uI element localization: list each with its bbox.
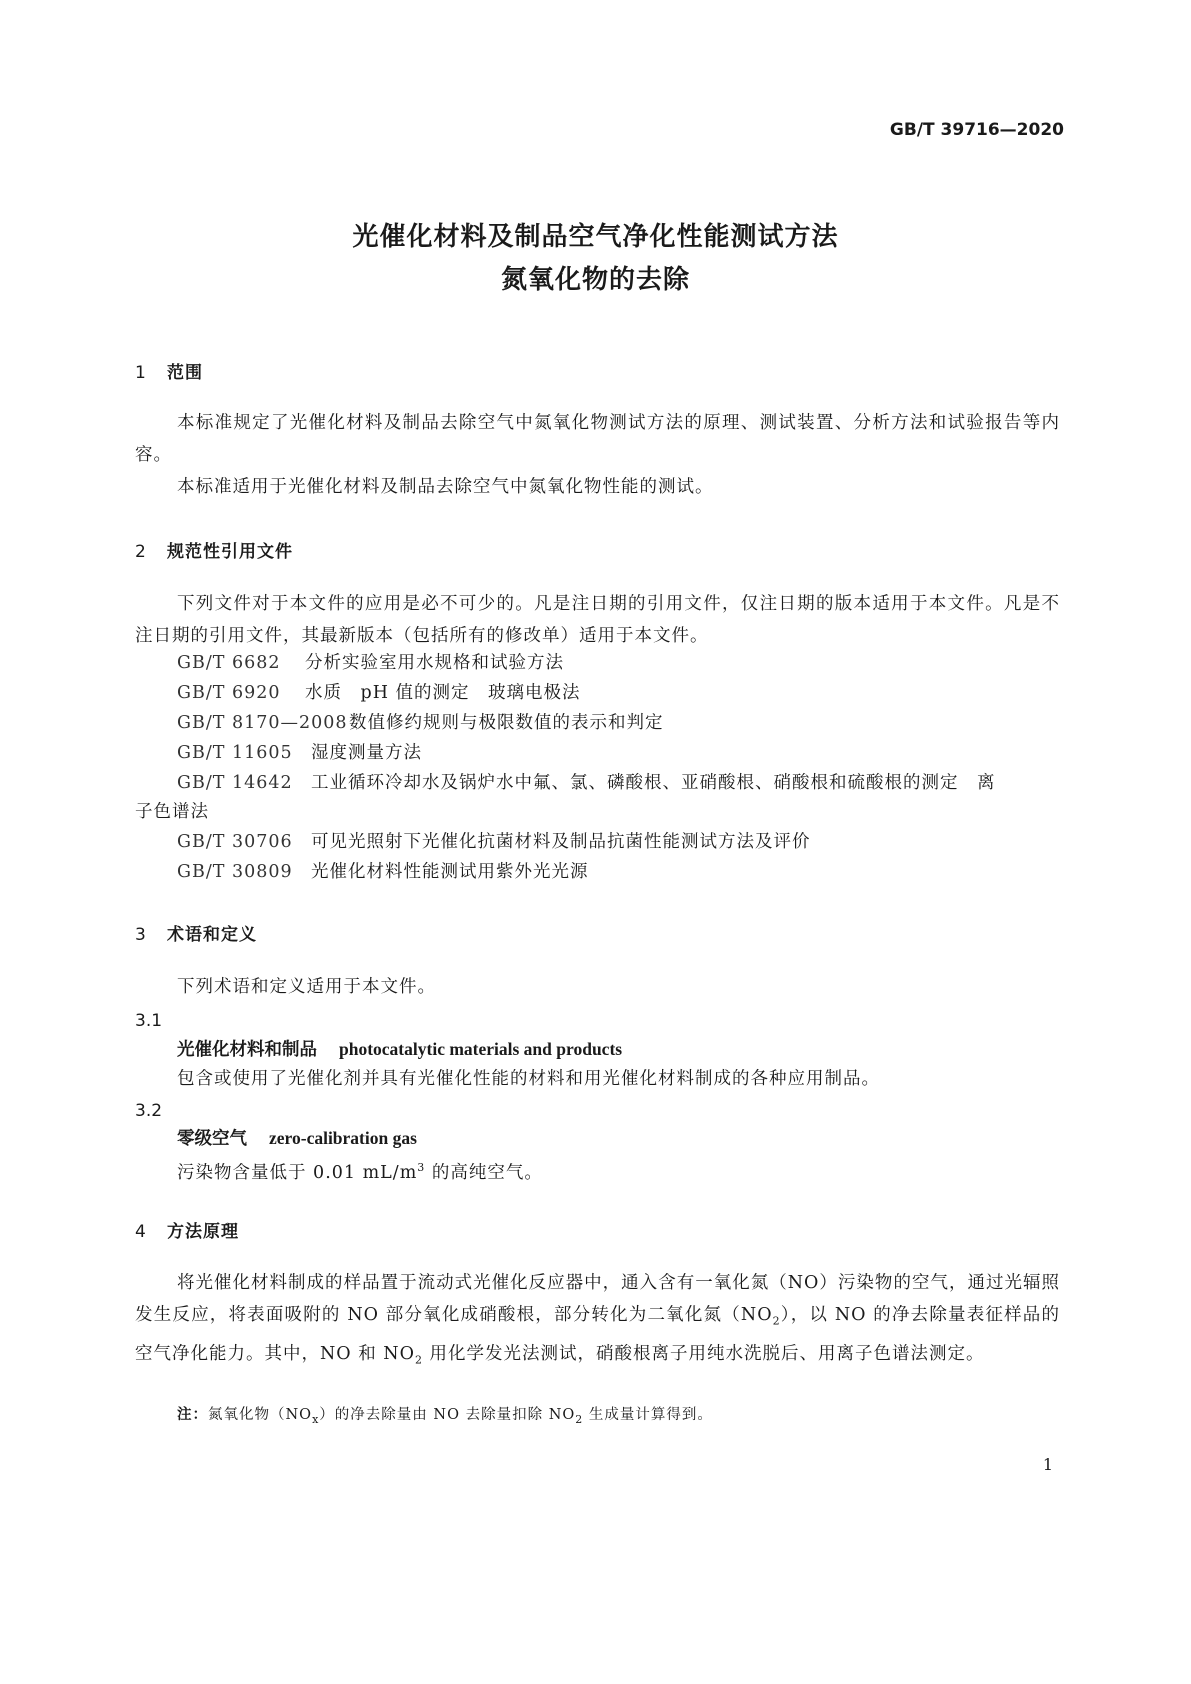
note	[177, 1402, 713, 1433]
reference-title: 工业循环冷却水及锅炉水中氟、氯、磷酸根、亚硝酸根、硝酸根和硫酸根的测定 离	[311, 773, 996, 793]
reference-item	[177, 826, 811, 858]
reference-code: GB/T 14642	[177, 773, 293, 793]
reference-item	[177, 856, 589, 888]
reference-title: 水质 pH 值的测定 玻璃电极法	[305, 683, 581, 703]
section-4-paragraph	[135, 1267, 1060, 1376]
note-text: 氮氧化物（NO	[208, 1407, 313, 1423]
section-number: 3	[135, 925, 147, 945]
subscript: 2	[575, 1412, 584, 1426]
reference-code: GB/T 11605	[177, 743, 293, 763]
definition-text: 的高纯空气。	[425, 1162, 543, 1183]
document-title-line2: 氮氧化物的去除	[500, 265, 690, 295]
reference-title: 分析实验室用水规格和试验方法	[305, 653, 564, 673]
section-4-heading	[135, 1217, 239, 1242]
term-number: 3.2	[135, 1101, 163, 1121]
term-en: zero-calibration gas	[269, 1128, 417, 1148]
section-title: 规范性引用文件	[167, 542, 293, 562]
section-3-intro: 下列术语和定义适用于本文件。	[177, 977, 436, 997]
term-number: 3.1	[135, 1011, 163, 1031]
definition-text: 污染物含量低于 0.01 mL/m	[177, 1162, 418, 1183]
term-en: photocatalytic materials and products	[339, 1039, 623, 1059]
reference-code: GB/T 6920	[177, 683, 281, 703]
section-title: 范围	[167, 363, 203, 383]
subscript: x	[312, 1412, 320, 1426]
standard-code: GB/T 39716—2020	[889, 120, 1064, 140]
section-1-heading	[135, 358, 203, 383]
term-3-1	[177, 1033, 622, 1066]
paragraph-text: 用化学发光法测试，硝酸根离子用纯水洗脱后、用离子色谱法测定。	[422, 1343, 985, 1364]
reference-continuation: 子色谱法	[135, 802, 209, 822]
section-title: 术语和定义	[167, 925, 257, 945]
section-title: 方法原理	[167, 1222, 239, 1242]
paragraph-text: 将光催化材料制成的样品置于流动式光催化反应器中，通入含有一氧化氮（NO）污染物的空气，通过光辐照发生反应，将表面吸附的 NO 部分氧化成硝酸根，部分转化为二氧化氮（NO	[135, 1273, 1060, 1325]
subscript: 2	[772, 1314, 781, 1328]
note-text: 生成量计算得到。	[583, 1407, 713, 1423]
reference-item	[177, 767, 996, 799]
reference-item	[177, 737, 422, 769]
reference-title: 湿度测量方法	[311, 743, 422, 763]
superscript: 3	[417, 1161, 426, 1174]
section-2-intro: 下列文件对于本文件的应用是必不可少的。凡是注日期的引用文件，仅注日期的版本适用于本文件。凡是不注日期的引用文件，其最新版本（包括所有的修改单）适用于本文件。	[135, 594, 1060, 646]
note-label: 注：	[177, 1407, 208, 1423]
term-3-2	[177, 1122, 417, 1155]
section-number: 1	[135, 363, 147, 383]
reference-title: 光催化材料性能测试用紫外光光源	[311, 862, 589, 882]
paragraph-text: ），以 NO 的净去除量表征样品的空气净化能力。其中，NO 和 NO	[135, 1305, 1060, 1364]
subscript: 2	[414, 1353, 423, 1366]
section-number: 4	[135, 1222, 147, 1242]
reference-title: 数值修约规则与极限数值的表示和判定	[349, 713, 664, 733]
reference-code: GB/T 6682	[177, 653, 281, 673]
reference-title: 可见光照射下光催化抗菌材料及制品抗菌性能测试方法及评价	[311, 832, 811, 852]
term-3-2-definition	[177, 1152, 543, 1189]
document-title-line1: 光催化材料及制品空气净化性能测试方法	[352, 222, 839, 252]
reference-code: GB/T 8170—2008	[177, 713, 348, 733]
reference-item	[177, 677, 581, 709]
page-number: 1	[1042, 1455, 1053, 1474]
reference-code: GB/T 30706	[177, 832, 293, 852]
section-number: 2	[135, 542, 147, 562]
reference-item	[177, 647, 564, 679]
section-3-heading	[135, 920, 257, 945]
term-zh: 零级空气	[177, 1129, 247, 1149]
section-2-heading	[135, 537, 293, 562]
reference-item	[177, 707, 664, 739]
term-zh: 光催化材料和制品	[177, 1040, 317, 1060]
section-1-paragraph-2: 本标准适用于光催化材料及制品去除空气中氮氧化物性能的测试。	[177, 477, 714, 497]
reference-code: GB/T 30809	[177, 862, 293, 882]
section-1-paragraph-1: 本标准规定了光催化材料及制品去除空气中氮氧化物测试方法的原理、测试装置、分析方法和试验报告等内容。	[135, 413, 1060, 465]
note-text: ）的净去除量由 NO 去除量扣除 NO	[319, 1407, 576, 1423]
term-3-1-definition: 包含或使用了光催化剂并具有光催化性能的材料和用光催化材料制成的各种应用制品。	[177, 1069, 880, 1089]
